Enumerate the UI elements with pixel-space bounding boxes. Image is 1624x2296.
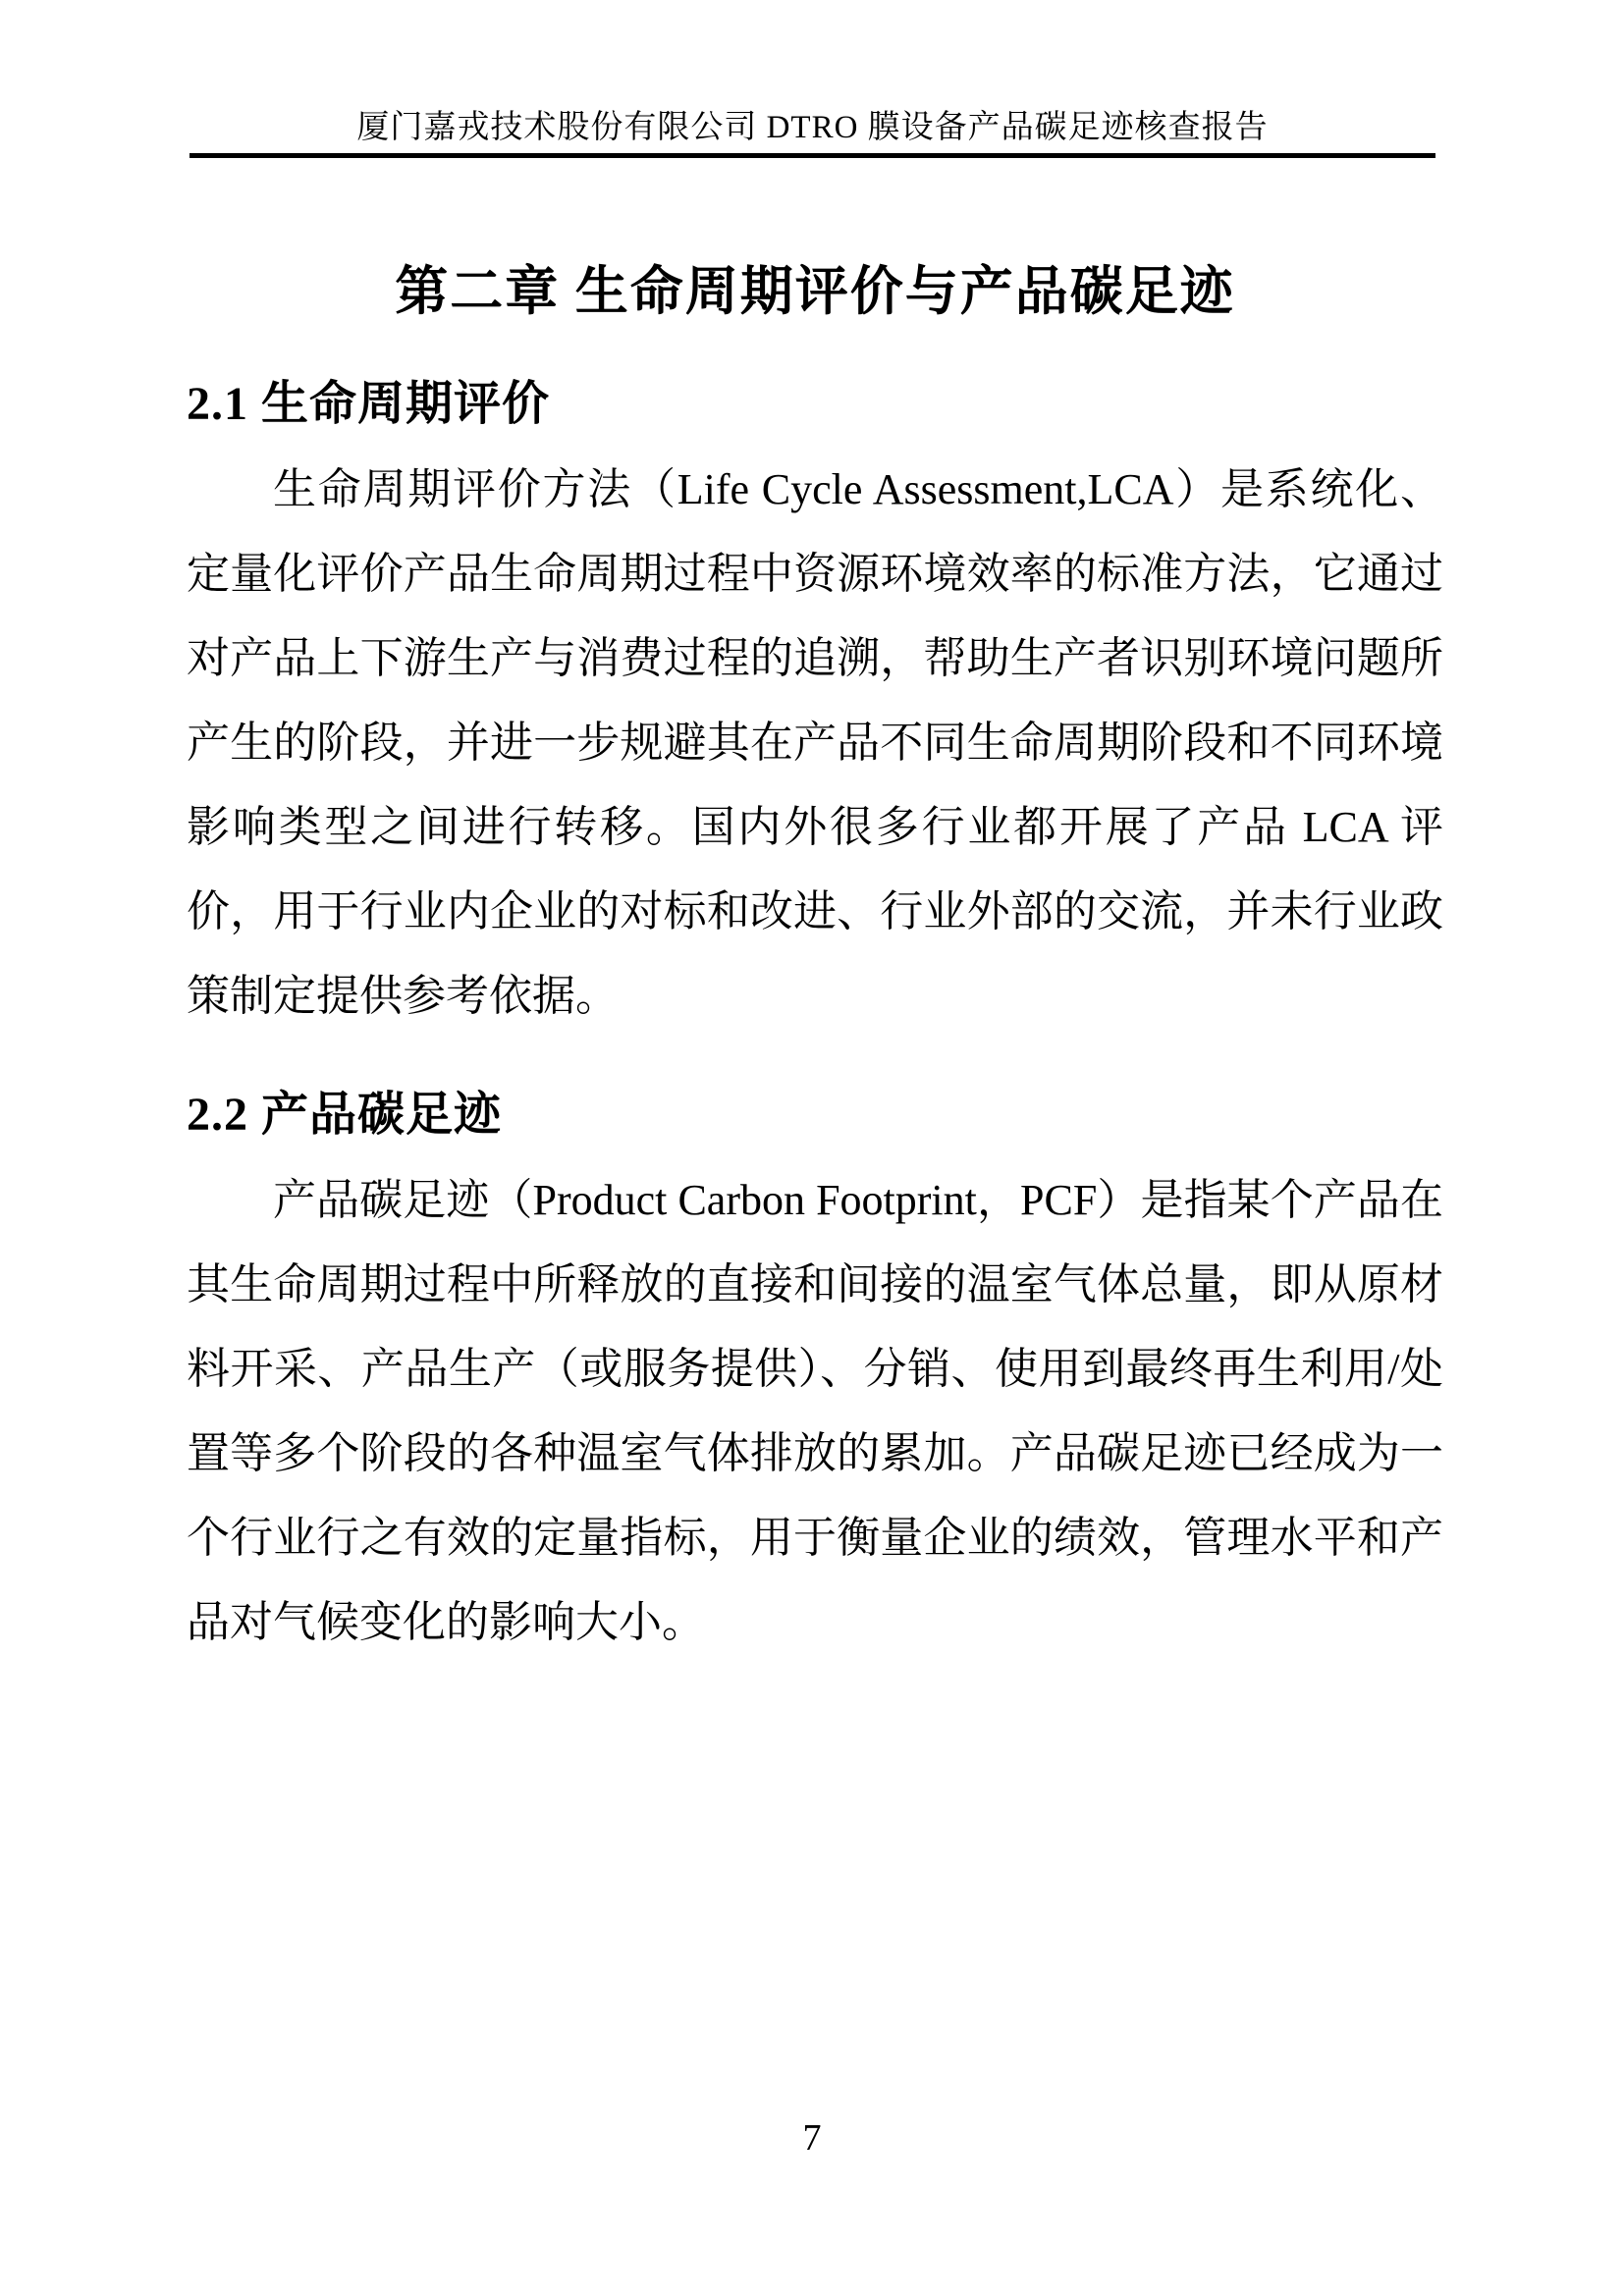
section-2-1-paragraph: 生命周期评价方法（Life Cycle Assessment,LCA）是系统化、定量化评价产品生命周期过程中资源环境效率的标准方法，它通过对产品上下游生产与消费过程的追溯，帮助生产者识别环境问题所产生的阶段，并进一步规避其在产品不同生命周期阶段和不同环境影响类型之间进行转移。国内外很多行业都开展了产品 LCA 评价，用于行业内企业的对标和改进、行业外部的交流，并未行业政策制定提供参考依据。 <box>187 465 1443 1020</box>
running-header <box>189 0 1435 158</box>
page-content <box>187 256 1443 1665</box>
running-header-title: 厦门嘉戎技术股份有限公司 DTRO 膜设备产品碳足迹核查报告 <box>356 110 1269 145</box>
section-heading-2-2: 2.2 产品碳足迹 <box>187 1089 503 1141</box>
section-heading-2-1: 2.1 生命周期评价 <box>187 378 551 430</box>
chapter-title: 第二章 生命周期评价与产品碳足迹 <box>395 262 1235 321</box>
page-number: 7 <box>802 2117 822 2159</box>
section-2-2-paragraph: 产品碳足迹（Product Carbon Footprint，PCF）是指某个产品在其生命周期过程中所释放的直接和间接的温室气体总量，即从原材料开采、产品生产（或服务提供）、分销、使用到最终再生利用/处置等多个阶段的各种温室气体排放的累加。产品碳足迹已经成为一个行业行之有效的定量指标，用于衡量企业的绩效，管理水平和产品对气候变化的影响大小。 <box>187 1176 1443 1646</box>
